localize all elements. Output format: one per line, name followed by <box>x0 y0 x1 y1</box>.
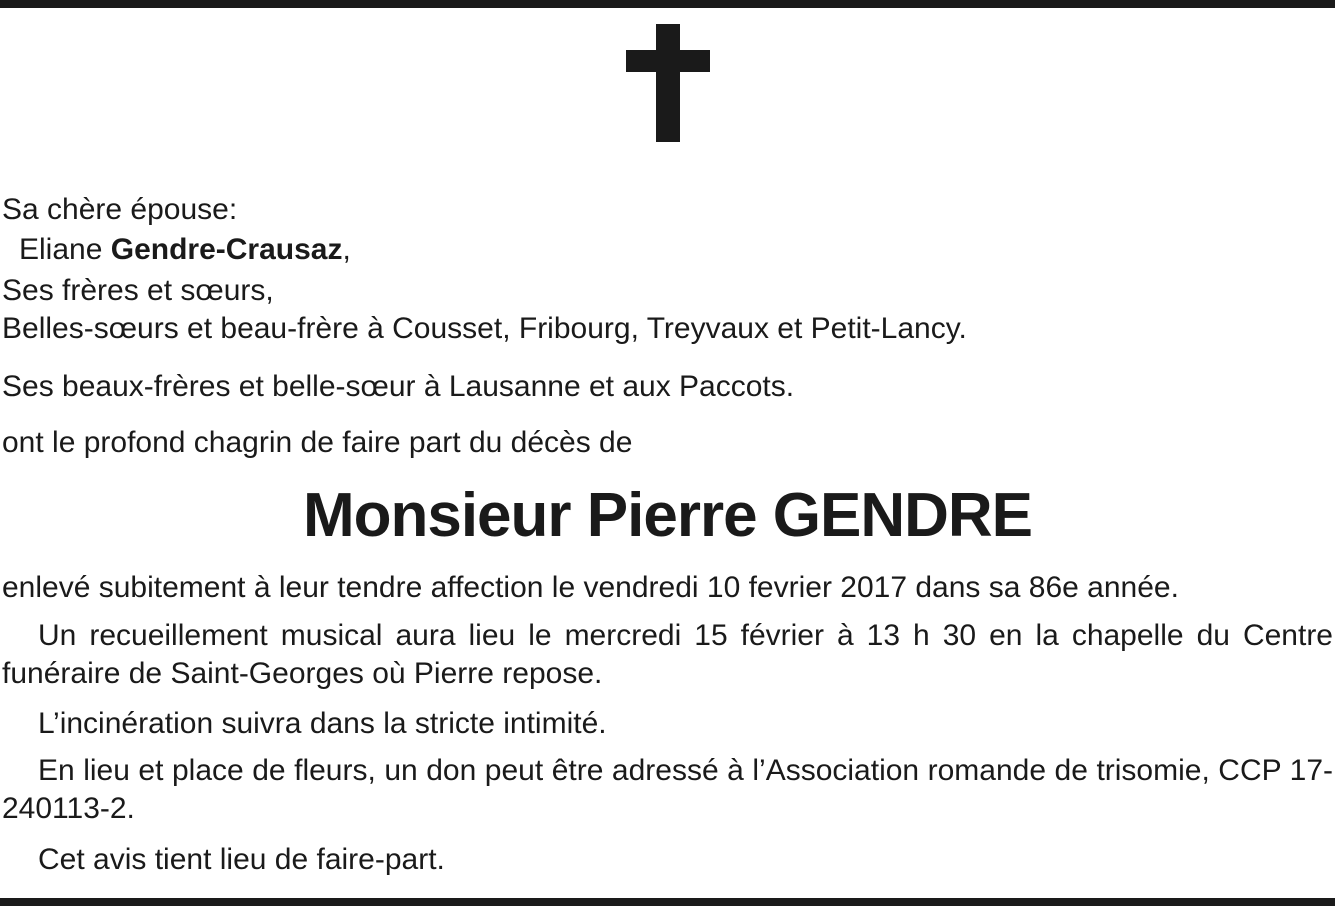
cremation-line: L’incinération suivra dans la stricte intimité. <box>38 707 607 740</box>
announcement-line: ont le profond chagrin de faire part du décès de <box>2 426 633 459</box>
cross-horizontal-bar <box>626 50 710 72</box>
top-border-rule <box>0 0 1335 8</box>
latin-cross-icon <box>626 24 710 142</box>
donation-text: En lieu et place de fleurs, un don peut être adressé à l’Association romande de trisomie, CCP 17-240113-2. <box>2 754 1333 825</box>
closing-line: Cet avis tient lieu de faire-part. <box>38 843 445 876</box>
in-laws-line: Belles-sœurs et beau-frère à Cousset, Fribourg, Treyvaux et Petit-Lancy. <box>2 312 967 345</box>
family-intro-line: Sa chère épouse: <box>2 193 238 226</box>
siblings-line: Ses frères et sœurs, <box>2 274 274 307</box>
spouse-last-name: Gendre-Crausaz <box>110 233 343 266</box>
spouse-first-name: Eliane <box>19 233 103 266</box>
death-notice-line: enlevé subitement à leur tendre affection le vendredi 10 fevrier 2017 dans sa 86e année. <box>2 571 1179 604</box>
spouse-line <box>19 232 351 268</box>
cross-vertical-bar <box>656 24 680 142</box>
ceremony-text: Un recueillement musical aura lieu le mercredi 15 février à 13 h 30 en la chapelle du Centre funéraire de Saint-Georges où Pierre repose. <box>2 619 1333 690</box>
ceremony-paragraph <box>2 617 1333 693</box>
spouse-trailing-comma: , <box>342 233 351 266</box>
brothers-in-law-line: Ses beaux-frères et belle-sœur à Lausanne et aux Paccots. <box>2 370 795 403</box>
bottom-border-rule <box>0 898 1335 906</box>
deceased-name: Monsieur Pierre GENDRE <box>302 481 1033 550</box>
donation-paragraph <box>2 752 1333 828</box>
